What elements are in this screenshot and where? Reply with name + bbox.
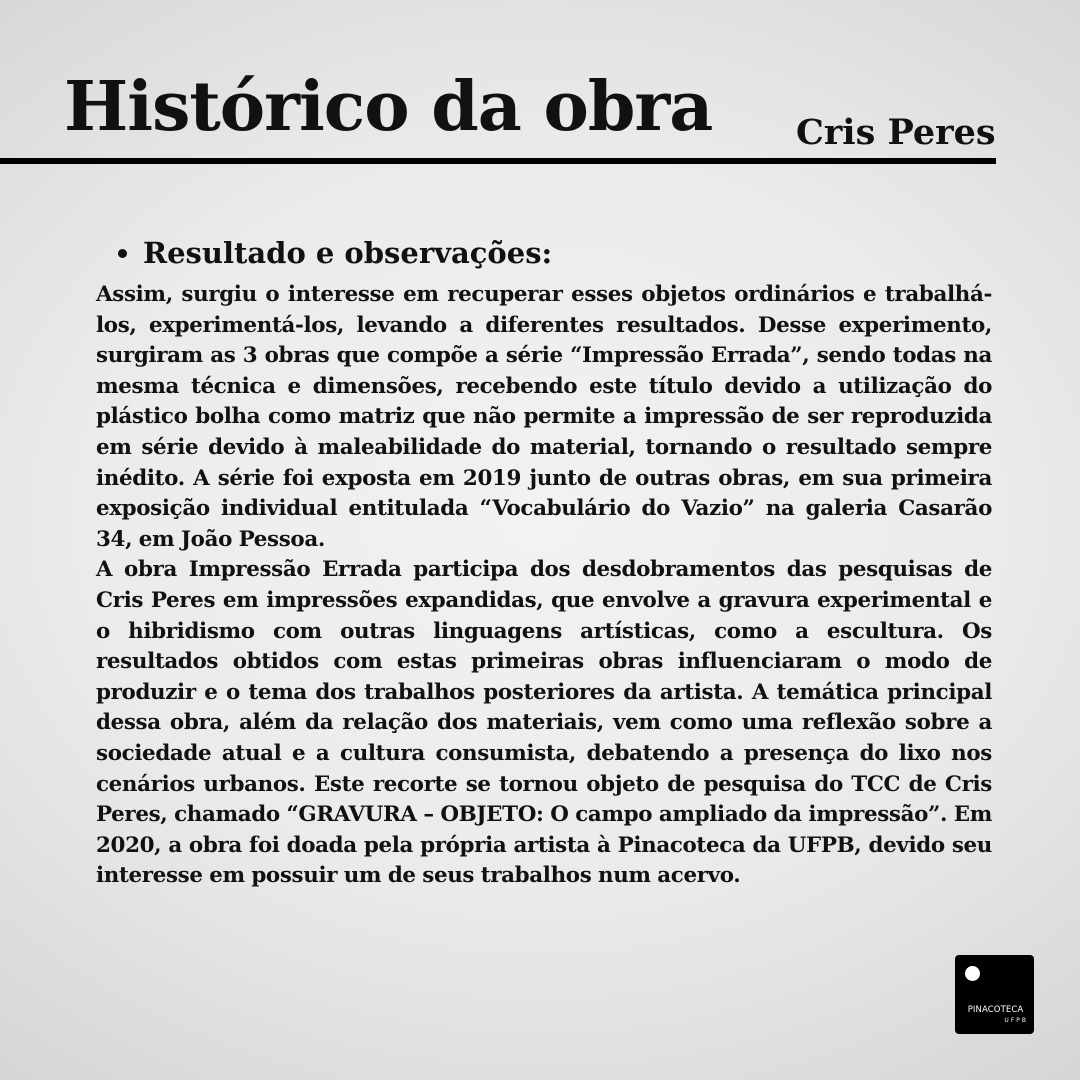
logo-dot-icon — [965, 966, 980, 981]
header-divider — [0, 158, 996, 164]
bullet-icon — [118, 249, 127, 258]
logo-subtitle: UFPB — [1004, 1017, 1028, 1024]
section-label: Resultado e observações: — [143, 236, 553, 270]
section-heading — [118, 236, 552, 271]
paragraph-2: A obra Impressão Errada participa dos desdobramentos das pesquisas de Cris Peres em impressões expandidas, que envolve a gravura experimental e o hibridismo com outras linguagens artísticas, como a escultura. Os resultados obtidos com estas primeiras obras influenciaram o modo de produzir e o tema dos trabalhos posteriores da artista. A temática principal dessa obra, além da relação dos materiais, vem como uma reflexão sobre a sociedade atual e a cultura consumista, debatendo a presença do lixo nos cenários urbanos. Este recorte se tornou objeto de pesquisa do TCC de Cris Peres, chamado “GRAVURA – OBJETO: O campo ampliado da impressão”. Em 2020, a obra foi doada pela própria artista à Pinacoteca da UFPB, devido seu interesse em possuir um de seus trabalhos num acervo. — [96, 557, 992, 889]
author-name: Cris Peres — [796, 112, 996, 153]
body-text — [96, 280, 992, 892]
pinacoteca-logo — [955, 955, 1034, 1034]
logo-name: PINACOTECA — [967, 1005, 1024, 1015]
page-title: Histórico da obra — [64, 67, 713, 147]
paragraph-1: Assim, surgiu o interesse em recuperar esses objetos ordinários e trabalhá-los, experimentá-los, levando a diferentes resultados. Desse experimento, surgiram as 3 obras que compõe a série “Impressão Errada”, sendo todas na mesma técnica e dimensões, recebendo este título devido a utilização do plástico bolha como matriz que não permite a impressão de ser reproduzida em série devido à maleabilidade do material, tornando o resultado sempre inédito. A série foi exposta em 2019 junto de outras obras, em sua primeira exposição individual entitulada “Vocabulário do Vazio” na galeria Casarão 34, em João Pessoa. — [96, 282, 992, 552]
